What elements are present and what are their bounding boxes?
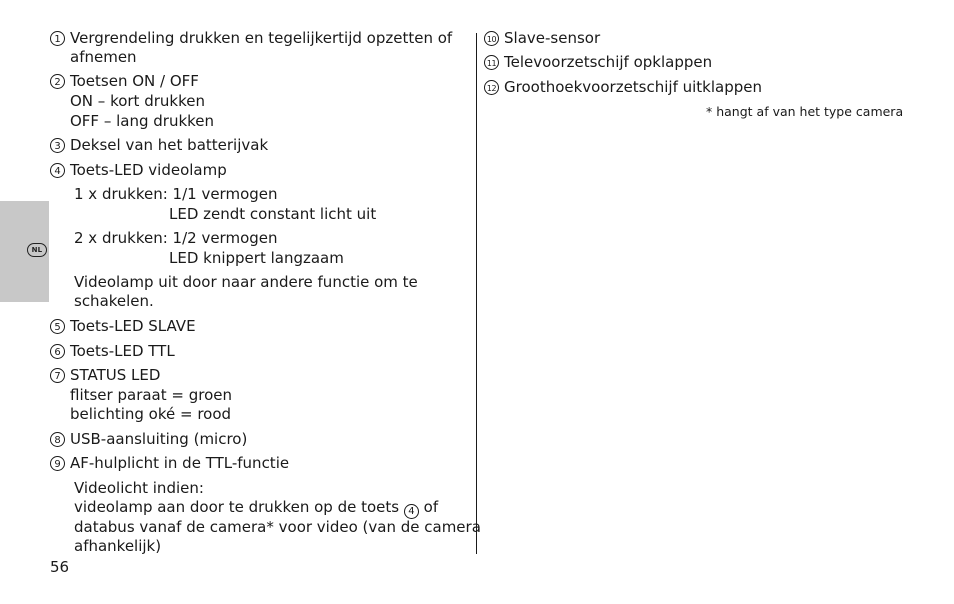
item3-text: Deksel van het batterijvak [70,136,269,154]
video-line2-post: of [423,498,439,516]
item7-line3: belichting oké = rood [70,405,232,423]
item2-line2: ON – kort drukken [70,92,205,110]
item4-note-line2: schakelen. [74,292,154,310]
footnote: * hangt af van het type camera [706,104,904,119]
item11-text: Televoorzetschijf opklappen [504,53,713,71]
video-line2-pre: videolamp aan door te drukken op de toets [74,498,400,516]
video-line1: Videolicht indien: [74,479,204,497]
item9-text: AF-hulplicht in de TTL-functie [70,454,290,472]
item7-line1: STATUS LED [70,366,161,384]
item-number-3: 3 [50,138,65,153]
column-divider [476,33,477,554]
item-number-8: 8 [50,432,65,447]
video-line3: databus vanaf de camera* voor video (van de camera [74,518,481,536]
video-line4: afhankelijk) [74,537,162,555]
item4-press1-detail: LED zendt constant licht uit [169,205,377,223]
video-line2 [74,498,438,519]
page-number: 56 [50,558,70,576]
item-number-11: 11 [484,55,499,70]
item6-text: Toets-LED TTL [70,342,175,360]
item-number-9: 9 [50,456,65,471]
item4-press1-label: 1 x drukken: 1/1 vermogen [74,185,278,203]
language-badge: NL [27,243,47,257]
item-number-6: 6 [50,344,65,359]
item5-text: Toets-LED SLAVE [70,317,196,335]
item-number-7: 7 [50,368,65,383]
item4-press2-detail: LED knippert langzaam [169,249,344,267]
inline-ref-number: 4 [404,504,419,519]
item12-text: Groothoekvoorzetschijf uitklappen [504,78,763,96]
item-number-10: 10 [484,31,499,46]
item4-text: Toets-LED videolamp [70,161,227,179]
item-number-2: 2 [50,74,65,89]
item-number-5: 5 [50,319,65,334]
item2-line1: Toetsen ON / OFF [70,72,199,90]
item4-press2-label: 2 x drukken: 1/2 vermogen [74,229,278,247]
item1-line2: afnemen [70,48,137,66]
item-number-1: 1 [50,31,65,46]
item-number-12: 12 [484,80,499,95]
item8-text: USB-aansluiting (micro) [70,430,248,448]
item4-note-line1: Videolamp uit door naar andere functie om te [74,273,418,291]
item1-line1: Vergrendeling drukken en tegelijkertijd opzetten of [70,29,453,47]
item2-line3: OFF – lang drukken [70,112,215,130]
item7-line2: flitser paraat = groen [70,386,232,404]
item10-text: Slave-sensor [504,29,601,47]
item-number-4: 4 [50,163,65,178]
